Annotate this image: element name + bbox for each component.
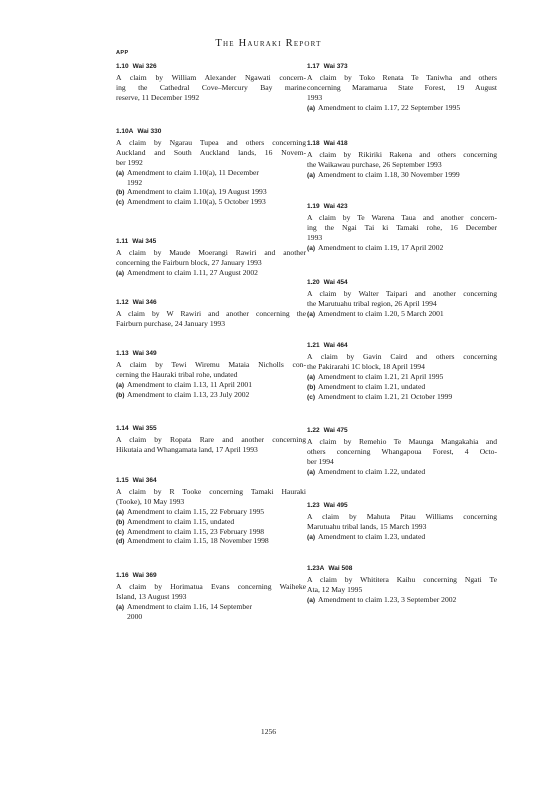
line-text: ing the Ngai Tai ki Tamaki rohe, 16 December	[307, 222, 497, 232]
line-text: Amendment to claim 1.16, 14 September	[127, 601, 253, 611]
amendment-label: (a)	[307, 596, 316, 604]
amendment-label: (a)	[116, 169, 125, 177]
line-text: 1993	[307, 92, 323, 102]
claim-text-line	[116, 370, 306, 380]
line-text: A claim by Whititera Kaihu concerning Ngati Te	[307, 575, 497, 584]
wai-number: Wai 373	[323, 63, 348, 70]
line-text: ber 1992	[116, 157, 143, 167]
line-text: 2000	[127, 611, 143, 621]
wai-number: Wai 423	[323, 203, 348, 210]
line-text: Amendment to claim 1.13, 11 April 2001	[127, 379, 252, 389]
claim-number: 1.17	[307, 63, 320, 70]
claim-heading	[116, 349, 306, 360]
wai-number: Wai 355	[132, 425, 157, 432]
amendment-line	[307, 532, 497, 542]
claim-text-line	[116, 445, 306, 455]
claim-entry	[116, 62, 306, 103]
claim-text-line	[116, 83, 306, 93]
amendment-line	[116, 517, 306, 527]
line-text: A claim by R Tooke concerning Tamaki Hauraki	[116, 487, 306, 496]
claim-text-line	[307, 575, 497, 585]
claim-text-line	[307, 213, 497, 223]
claim-entry	[307, 62, 497, 113]
line-text: Amendment to claim 1.15, 22 February 1995	[127, 506, 265, 516]
line-text: Amendment to claim 1.10(a), 5 October 1993	[127, 197, 266, 207]
line-text: Amendment to claim 1.18, 30 November 1999	[318, 169, 460, 179]
amendment-line	[307, 309, 497, 319]
claim-text-line	[307, 522, 497, 532]
amendment-line	[307, 170, 497, 180]
line-text: A claim by W Rawiri and another concerning the	[116, 309, 306, 318]
line-text: A claim by Tewi Wiremu Mataia Nicholls con-	[116, 360, 306, 369]
claim-text-line	[307, 352, 497, 362]
claim-entry	[307, 426, 497, 477]
line-text: others concerning Whangapoua Forest, 4 Octo-	[307, 446, 497, 456]
claim-heading	[307, 278, 497, 289]
claim-text-line	[116, 487, 306, 497]
amendment-label: (b)	[307, 383, 316, 391]
claim-text-line	[116, 248, 306, 258]
line-text: A claim by Remehio Te Maunga Mangakahia and	[307, 437, 497, 446]
line-text: Amendment to claim 1.15, 18 November 1998	[127, 536, 269, 546]
line-text: Auckland and South Auckland lands, 16 Novem-	[116, 147, 306, 157]
claim-text-line	[116, 148, 306, 158]
amendment-label: (b)	[116, 391, 125, 399]
line-text: A claim by Ropata Rare and another concerning	[116, 435, 306, 444]
line-text: Amendment to claim 1.20, 5 March 2001	[318, 308, 444, 318]
claim-text-line	[116, 612, 306, 622]
claim-text-line	[307, 223, 497, 233]
amendment-label: (a)	[307, 171, 316, 179]
claim-entry	[307, 278, 497, 319]
claim-heading	[116, 237, 306, 248]
line-text: Amendment to claim 1.10(a), 19 August 1993	[127, 187, 267, 197]
line-text: Amendment to claim 1.21, 21 April 1995	[318, 371, 444, 381]
running-head: The Hauraki Report	[215, 38, 322, 49]
line-text: ing the Cathedral Cove–Mercury Bay marine	[116, 82, 306, 92]
claim-text-line	[307, 233, 497, 243]
amendment-line	[307, 467, 497, 477]
claim-text-line	[307, 437, 497, 447]
wai-number: Wai 369	[132, 572, 157, 579]
amendment-line	[116, 507, 306, 517]
claim-text-line	[307, 93, 497, 103]
claim-number: 1.19	[307, 203, 320, 210]
claim-text-line	[116, 138, 306, 148]
claim-entry	[116, 298, 306, 329]
claim-number: 1.22	[307, 427, 320, 434]
claim-text-line	[116, 497, 306, 507]
amendment-label: (d)	[116, 538, 125, 546]
wai-number: Wai 326	[132, 63, 157, 70]
claim-entry	[307, 341, 497, 401]
amendment-label: (a)	[307, 310, 316, 318]
claim-text-line	[307, 362, 497, 372]
wai-number: Wai 508	[328, 565, 353, 572]
claim-number: 1.16	[116, 572, 129, 579]
amendment-line	[116, 187, 306, 197]
page-number: 1256	[260, 727, 277, 736]
claim-text-line	[116, 582, 306, 592]
amendment-line	[307, 103, 497, 113]
claim-heading	[116, 476, 306, 487]
amendment-label: (a)	[307, 468, 316, 476]
claim-entry	[116, 349, 306, 400]
line-text: the Waikawau purchase, 26 September 1993	[307, 159, 442, 169]
claim-heading	[116, 62, 306, 73]
claim-text-line	[116, 158, 306, 168]
line-text: A claim by Rikiriki Rakena and others concerning	[307, 150, 497, 159]
claim-number: 1.23	[307, 502, 320, 509]
claim-entry	[116, 476, 306, 546]
amendment-label: (a)	[307, 104, 316, 112]
wai-number: Wai 454	[323, 279, 348, 286]
wai-number: Wai 475	[323, 427, 348, 434]
line-text: Amendment to claim 1.19, 17 April 2002	[318, 242, 444, 252]
amendment-label: (a)	[116, 381, 125, 389]
claim-heading	[116, 424, 306, 435]
amendment-label: (c)	[307, 393, 316, 401]
line-text: Hikutaia and Whangamata land, 17 April 1993	[116, 444, 258, 454]
amendment-line	[307, 595, 497, 605]
claim-text-line	[116, 435, 306, 445]
claim-entry	[307, 202, 497, 253]
amendment-label: (b)	[116, 189, 125, 197]
amendment-label: (c)	[116, 528, 125, 536]
line-text: Island, 13 August 1993	[116, 591, 187, 601]
claim-number: 1.13	[116, 350, 129, 357]
line-text: (Tooke), 10 May 1993	[116, 496, 185, 506]
claim-text-line	[307, 150, 497, 160]
claim-number: 1.15	[116, 477, 129, 484]
amendment-line	[116, 168, 306, 178]
claim-number: 1.20	[307, 279, 320, 286]
claim-number: 1.18	[307, 140, 320, 147]
claim-text-line	[307, 83, 497, 93]
wai-number: Wai 464	[323, 342, 348, 349]
line-text: Amendment to claim 1.11, 27 August 2002	[127, 267, 258, 277]
line-text: reserve, 11 December 1992	[116, 92, 200, 102]
claim-text-line	[116, 309, 306, 319]
claim-heading	[307, 501, 497, 512]
amendment-label: (a)	[307, 373, 316, 381]
line-text: A claim by Mahuta Pitau Williams concerning	[307, 512, 497, 521]
claim-number: 1.14	[116, 425, 129, 432]
line-text: Amendment to claim 1.13, 23 July 2002	[127, 389, 250, 399]
wai-number: Wai 345	[132, 238, 157, 245]
line-text: A claim by Ngarau Tupea and others concerning	[116, 138, 306, 147]
claim-text-line	[116, 93, 306, 103]
claim-entry	[307, 139, 497, 180]
line-text: Amendment to claim 1.22, undated	[318, 466, 426, 476]
claim-text-line	[307, 447, 497, 457]
claim-number: 1.11	[116, 238, 129, 245]
line-text: Amendment to claim 1.17, 22 September 1995	[318, 102, 461, 112]
line-text: concerning the Fairburn block, 27 January 1993	[116, 257, 262, 267]
claim-heading	[116, 127, 306, 138]
amendment-line	[307, 382, 497, 392]
amendment-line	[307, 243, 497, 253]
claim-text-line	[307, 160, 497, 170]
line-text: Amendment to claim 1.21, undated	[318, 381, 426, 391]
amendment-label: (a)	[307, 244, 316, 252]
claim-heading	[307, 139, 497, 150]
claim-heading	[307, 62, 497, 73]
line-text: ber 1994	[307, 456, 334, 466]
amendment-label: (b)	[116, 518, 125, 526]
claim-text-line	[116, 258, 306, 268]
amendment-line	[116, 527, 306, 537]
amendment-line	[116, 197, 306, 207]
line-text: 1992	[127, 177, 143, 187]
amendment-label: (a)	[307, 533, 316, 541]
claim-heading	[307, 341, 497, 352]
claim-text-line	[307, 585, 497, 595]
claim-text-line	[307, 512, 497, 522]
line-text: Amendment to claim 1.21, 21 October 1999	[318, 391, 453, 401]
claim-entry	[116, 571, 306, 622]
claim-text-line	[307, 73, 497, 83]
amendment-line	[116, 536, 306, 546]
amendment-label: (a)	[116, 269, 125, 277]
claim-entry	[116, 424, 306, 455]
line-text: A claim by Te Warena Taua and another concern-	[307, 213, 497, 222]
claim-entry	[116, 127, 306, 207]
amendment-line	[307, 372, 497, 382]
line-text: Ata, 12 May 1995	[307, 584, 363, 594]
line-text: Amendment to claim 1.23, 3 September 2002	[318, 594, 457, 604]
wai-number: Wai 346	[132, 299, 157, 306]
claim-entry	[116, 237, 306, 278]
claim-heading	[307, 426, 497, 437]
section-marker: APP	[116, 50, 129, 56]
line-text: 1993	[307, 232, 323, 242]
line-text: cerning the Hauraki tribal rohe, undated	[116, 369, 238, 379]
claim-number: 1.12	[116, 299, 129, 306]
amendment-label: (c)	[116, 199, 125, 207]
line-text: Amendment to claim 1.23, undated	[318, 531, 426, 541]
claim-heading	[116, 571, 306, 582]
line-text: Marutuahu tribal lands, 15 March 1993	[307, 521, 427, 531]
claim-heading	[116, 298, 306, 309]
line-text: A claim by Horimatua Evans concerning Waiheke	[116, 582, 306, 591]
amendment-line	[116, 268, 306, 278]
line-text: Amendment to claim 1.10(a), 11 December	[127, 167, 259, 177]
amendment-line	[116, 602, 306, 612]
wai-number: Wai 349	[132, 350, 157, 357]
line-text: Amendment to claim 1.15, 23 February 1998	[127, 526, 265, 536]
claim-heading	[307, 564, 497, 575]
wai-number: Wai 364	[132, 477, 157, 484]
line-text: A claim by Gavin Caird and others concerning	[307, 352, 497, 361]
line-text: concerning Maramarua State Forest, 19 August	[307, 82, 497, 92]
claim-entry	[307, 501, 497, 542]
amendment-line	[116, 380, 306, 390]
line-text: A claim by Toko Renata Te Taniwha and others	[307, 73, 497, 82]
claim-number: 1.21	[307, 342, 320, 349]
line-text: Amendment to claim 1.15, undated	[127, 516, 235, 526]
claim-text-line	[116, 178, 306, 188]
claim-text-line	[116, 73, 306, 83]
claim-text-line	[116, 360, 306, 370]
claim-number: 1.10A	[116, 128, 134, 135]
claim-text-line	[307, 299, 497, 309]
line-text: Fairburn purchase, 24 January 1993	[116, 318, 226, 328]
line-text: the Pakirarahi 1C block, 18 April 1994	[307, 361, 425, 371]
wai-number: Wai 330	[137, 128, 162, 135]
claim-entry	[307, 564, 497, 605]
line-text: A claim by William Alexander Ngawati concern-	[116, 73, 306, 82]
claim-text-line	[116, 592, 306, 602]
claim-heading	[307, 202, 497, 213]
wai-number: Wai 495	[323, 502, 348, 509]
amendment-line	[307, 392, 497, 402]
claim-number: 1.10	[116, 63, 129, 70]
claim-text-line	[307, 457, 497, 467]
line-text: A claim by Walter Taipari and another concerning	[307, 289, 497, 298]
claim-number: 1.23A	[307, 565, 325, 572]
claim-text-line	[116, 319, 306, 329]
claim-text-line	[307, 289, 497, 299]
amendment-label: (a)	[116, 508, 125, 516]
amendment-line	[116, 390, 306, 400]
line-text: A claim by Maude Moerangi Rawiri and another	[116, 248, 306, 257]
line-text: the Marutuahu tribal region, 26 April 1994	[307, 298, 437, 308]
wai-number: Wai 418	[323, 140, 348, 147]
amendment-label: (a)	[116, 603, 125, 611]
